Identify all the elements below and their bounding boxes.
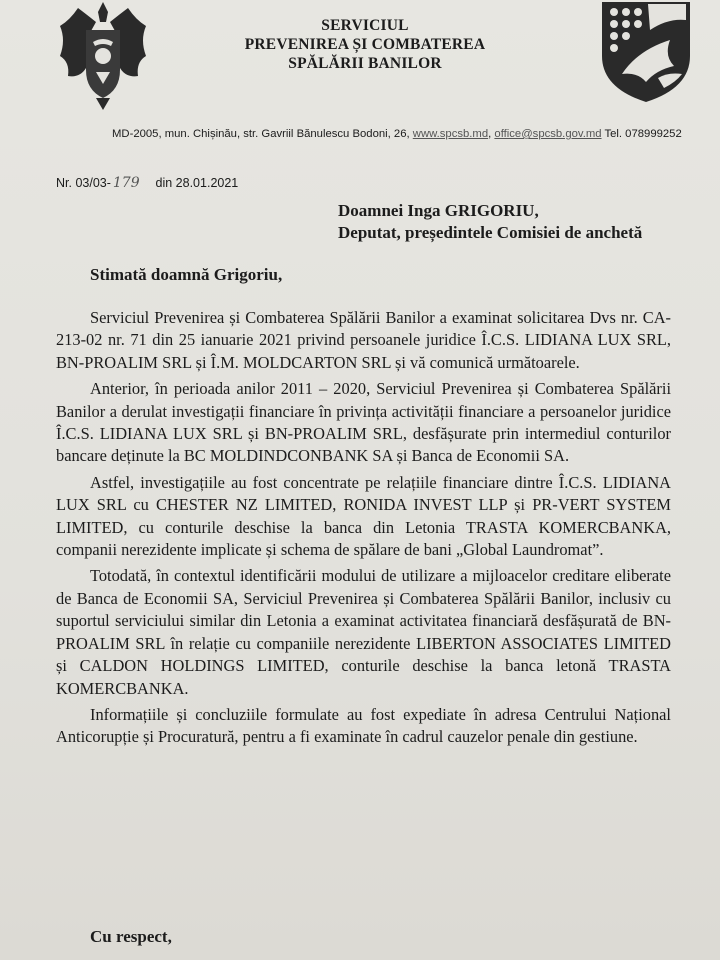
agency-title-line: PREVENIREA ȘI COMBATEREA xyxy=(244,36,486,53)
body-paragraph: Astfel, investigațiile au fost concentrate pe relațiile financiare dintre Î.C.S. LIDIANA LUX SRL cu CHESTER NZ LIMITED, RONIDA INVEST LLP și PR-VERT SYSTEM LIMITED, cu conturile deschise la banca din Letonia TRASTA KOMERCBANKA, companii nerezidente implicate și schema de spălare de bani „Global Laundromat”. xyxy=(56,472,671,560)
email-link[interactable]: office@spcsb.gov.md xyxy=(494,128,602,140)
addressee-block xyxy=(338,200,698,244)
reference-prefix: Nr. 03/03- xyxy=(56,176,111,190)
signoff: Cu respect, xyxy=(90,927,172,946)
reference-number xyxy=(56,175,238,191)
agency-title xyxy=(200,16,530,73)
website-link[interactable]: www.spcsb.md xyxy=(412,128,489,140)
agency-address: MD-2005, mun. Chișinău, str. Gavriil Bănulescu Bodoni, 26, www.spcsb.md, office@spcsb.gov.md Tel. 078999252 xyxy=(112,128,682,140)
agency-title-line: SERVICIUL xyxy=(321,17,409,34)
spcsb-logo-icon xyxy=(598,0,694,104)
addressee-name: Doamnei Inga GRIGORIU, xyxy=(338,201,539,220)
agency-title-line: SPĂLĂRII BANILOR xyxy=(288,55,442,72)
reference-date: din 28.01.2021 xyxy=(155,176,239,190)
addressee-title: Deputat, președintele Comisiei de anchetă xyxy=(338,223,643,242)
body-paragraph: Anterior, în perioada anilor 2011 – 2020, Serviciul Prevenirea și Combaterea Spălării Banilor a derulat investigații financiare în privința activității financiare a persoanelor juridice Î.C.S. LIDIANA LUX SRL și BN-PROALIM SRL, desfășurate prin intermediul conturilor bancare deținute la BC MOLDINDCONBANK SA și Banca de Economii SA. xyxy=(56,379,671,466)
body-paragraph: Informațiile și concluziile formulate au fost expediate în adresa Centrului Național Anticorupție și Procuratură, pentru a fi examinate în cadrul cauzelor penale din gestiune. xyxy=(56,704,671,747)
address-text: MD-2005, mun. Chișinău, str. Gavriil Bănulescu Bodoni, 26, xyxy=(112,128,410,140)
phone-number: Tel. 078999252 xyxy=(604,128,682,140)
body-paragraph: Serviciul Prevenirea și Combaterea Spălării Banilor a examinat solicitarea Dvs nr. CA-213-02 nr. 71 din 25 ianuarie 2021 privind persoanele juridice Î.C.S. LIDIANA LUX SRL, BN-PROALIM SRL și Î.M. MOLDCARTON SRL și vă comunică următoarele. xyxy=(56,308,671,372)
salutation: Stimată doamnă Grigoriu, xyxy=(90,265,283,284)
body-paragraph: Totodată, în contextul identificării modului de utilizare a mijloacelor creditare eliberate de Banca de Economii SA, Serviciul Prevenirea și Combaterea Spălării Banilor, inclusiv cu suportul serviciului similar din Letonia a examinat activitatea financiară desfășurată de BN-PROALIM SRL în relație cu companiile nerezidente LIBERTON ASSOCIATES LIMITED și CALDON HOLDINGS LIMITED, conturile deschise la banca letonă TRASTA KOMERCBANKA. xyxy=(56,566,671,698)
letter-body xyxy=(56,307,671,753)
handwritten-number: 179 xyxy=(112,175,140,191)
moldova-coat-of-arms-icon xyxy=(56,0,150,112)
